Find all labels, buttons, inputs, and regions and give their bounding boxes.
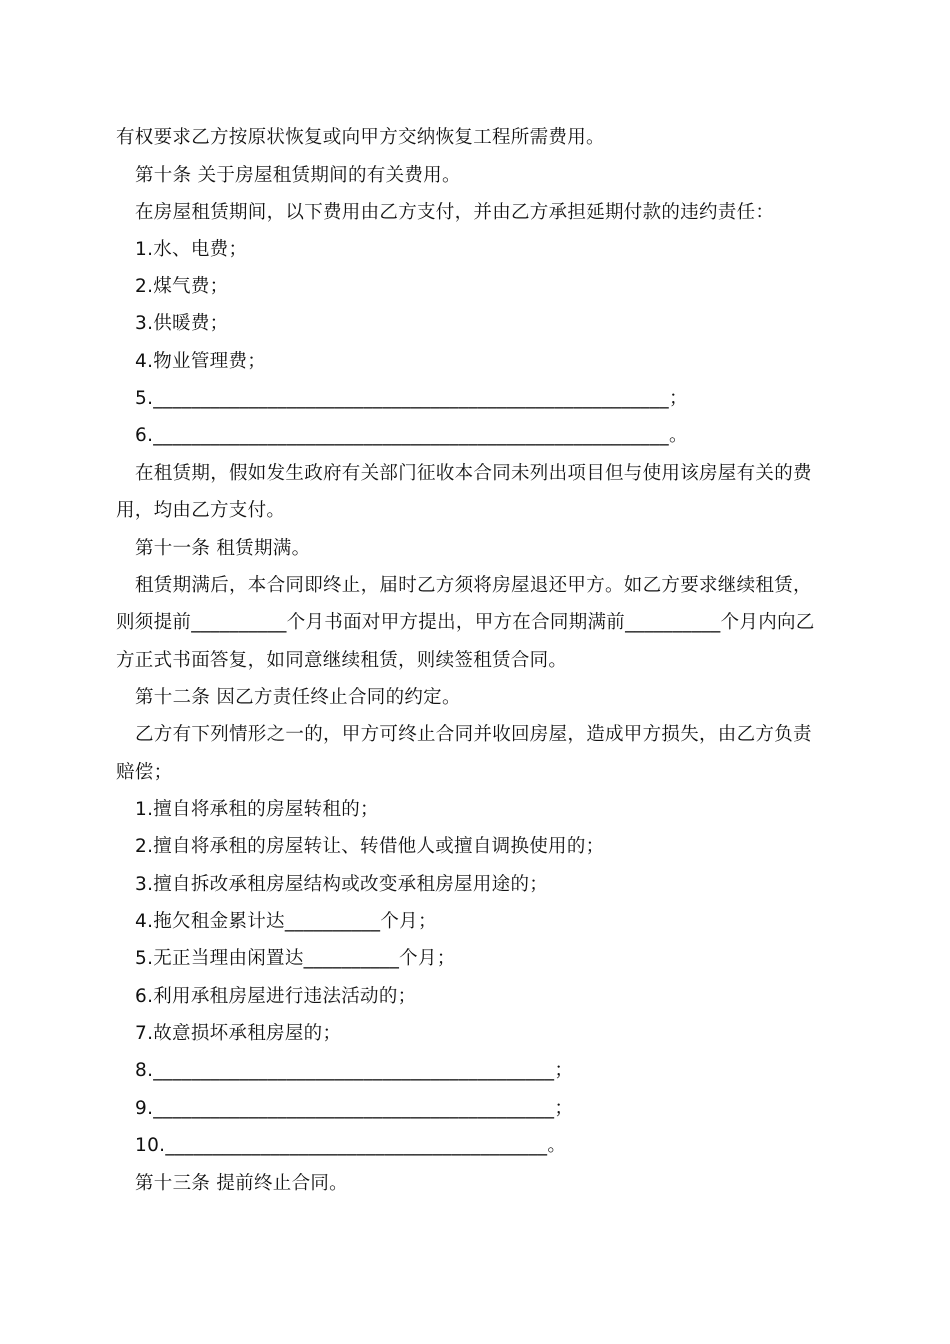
fee-item-6-blank: 6.______________________________________________________。 xyxy=(135,425,688,446)
fee-item-4: 4.物业管理费； xyxy=(135,351,267,372)
termination-item-10-blank: 10.________________________________________。 xyxy=(135,1135,567,1156)
article-10-intro: 在房屋租赁期间，以下费用由乙方支付，并由乙方承担延期付款的违约责任： xyxy=(135,202,775,223)
termination-item-6: 6.利用承租房屋进行违法活动的； xyxy=(135,986,417,1007)
article-11-paragraph-line2: 则须提前__________个月书面对甲方提出，甲方在合同期满前__________个月内向乙 xyxy=(116,612,815,633)
termination-item-8-blank: 8.__________________________________________； xyxy=(135,1060,574,1081)
fee-item-2: 2.煤气费； xyxy=(135,276,229,297)
article-11-heading: 第十一条 租赁期满。 xyxy=(135,538,311,559)
termination-item-2: 2.擅自将承租的房屋转让、转借他人或擅自调换使用的； xyxy=(135,836,605,857)
termination-item-4: 4.拖欠租金累计达__________个月； xyxy=(135,911,437,932)
article-12-intro: 乙方有下列情形之一的，甲方可终止合同并收回房屋，造成甲方损失，由乙方负责 xyxy=(135,724,812,745)
fee-item-5-blank: 5.______________________________________________________； xyxy=(135,388,688,409)
article-10-paragraph-cont: 用，均由乙方支付。 xyxy=(116,500,286,521)
article-12-heading: 第十二条 因乙方责任终止合同的约定。 xyxy=(135,687,461,708)
termination-item-7: 7.故意损坏承租房屋的； xyxy=(135,1023,342,1044)
fee-item-3: 3.供暖费； xyxy=(135,313,229,334)
termination-item-5: 5.无正当理由闲置达__________个月； xyxy=(135,948,456,969)
paragraph-continuation: 有权要求乙方按原状恢复或向甲方交纳恢复工程所需费用。 xyxy=(116,127,605,148)
article-11-paragraph-line3: 方正式书面答复，如同意继续租赁，则续签租赁合同。 xyxy=(116,650,568,671)
article-10-heading: 第十条 关于房屋租赁期间的有关费用。 xyxy=(135,165,461,186)
article-12-intro-cont: 赔偿； xyxy=(116,762,173,783)
article-11-paragraph: 租赁期满后，本合同即终止，届时乙方须将房屋退还甲方。如乙方要求继续租赁， xyxy=(135,575,812,596)
article-13-heading: 第十三条 提前终止合同。 xyxy=(135,1173,348,1194)
article-10-paragraph: 在租赁期，假如发生政府有关部门征收本合同未列出项目但与使用该房屋有关的费 xyxy=(135,463,812,484)
termination-item-1: 1.擅自将承租的房屋转租的； xyxy=(135,799,379,820)
termination-item-3: 3.擅自拆改承租房屋结构或改变承租房屋用途的； xyxy=(135,874,549,895)
fee-item-1: 1.水、电费； xyxy=(135,239,248,260)
termination-item-9-blank: 9.__________________________________________； xyxy=(135,1098,574,1119)
